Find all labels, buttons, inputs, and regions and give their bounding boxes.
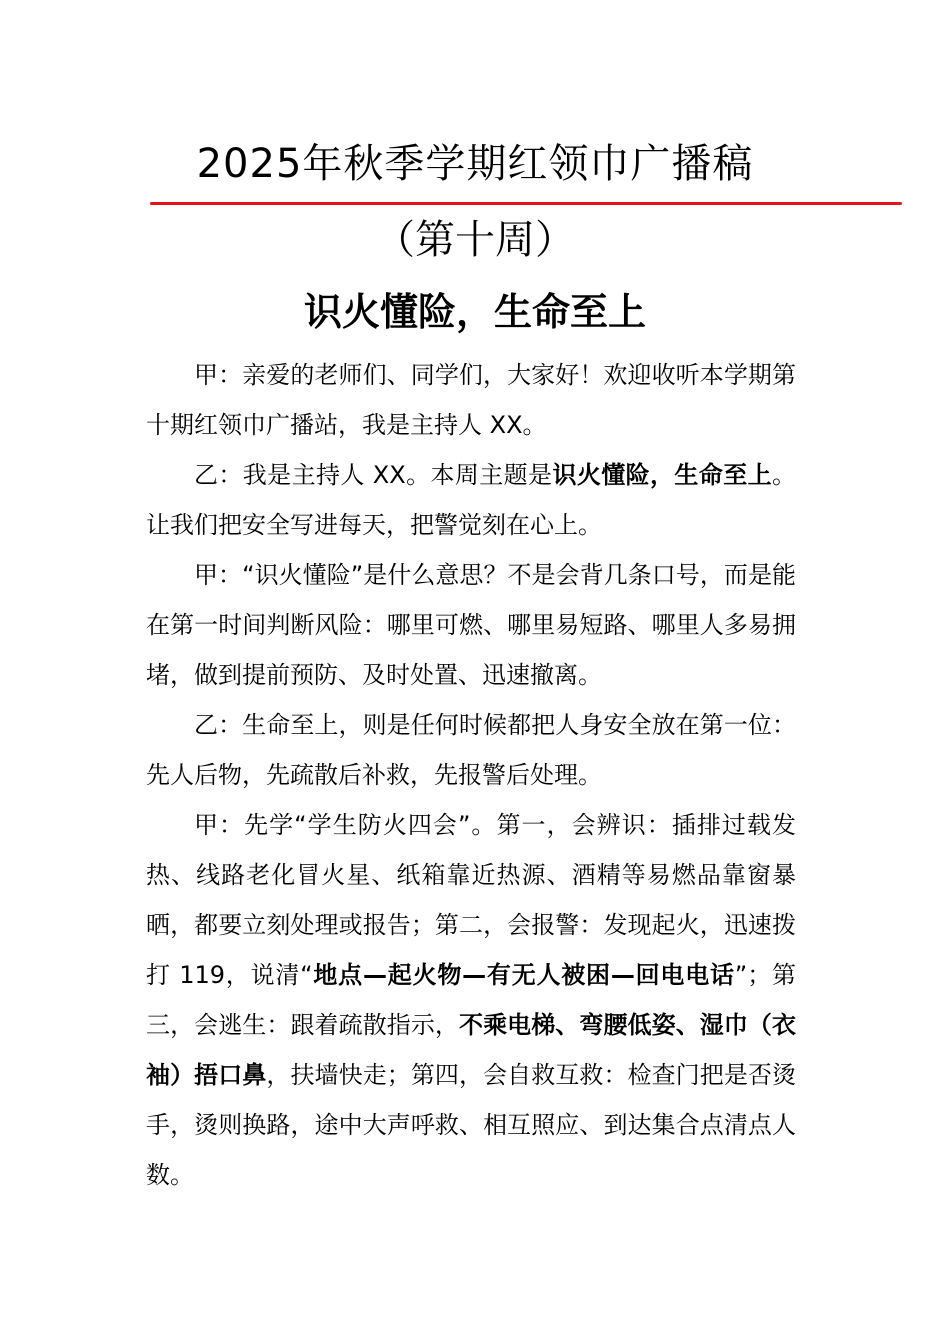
document-body: [146, 350, 796, 1200]
paragraph-5-text-a: 甲：先学“学生防火四会”。第一，会辨识：插排过载发热、线路老化冒火星、纸箱靠近热源、酒精等易燃品靠窗暴晒，都要立刻处理或报告；第二，会报警：发现起火，迅速拨打 119，说清“: [146, 811, 796, 989]
paragraph-3: [146, 550, 796, 700]
paragraph-1: [146, 350, 796, 450]
paragraph-1-text: 甲：亲爱的老师们、同学们，大家好！欢迎收听本学期第十期红领巾广播站，我是主持人 XX。: [146, 361, 796, 439]
paragraph-5-text-c: ”；第三，会逃生：跟着疏散指示，: [146, 961, 797, 1039]
paragraph-5-bold-escape: 不乘电梯、弯腰低姿、湿巾（衣袖）捂口鼻: [146, 1011, 796, 1089]
paragraph-5: [146, 800, 796, 1200]
paragraph-2-text-a: 乙：我是主持人 XX。本周主题是: [194, 461, 553, 489]
paragraph-5-text-e: ，扶墙快走；第四，会自救互救：检查门把是否烫手，烫则换路，途中大声呼救、相互照应、到达集合点清点人数。: [146, 1061, 797, 1189]
paragraph-3-text: 甲：“识火懂险”是什么意思？不是会背几条口号，而是能在第一时间判断风险：哪里可燃、哪里易短路、哪里人多易拥堵，做到提前预防、及时处置、迅速撤离。: [146, 561, 796, 689]
paragraph-5-bold-report: 地点—起火物—有无人被困—回电电话: [312, 961, 735, 989]
paragraph-2-bold-theme: 识火懂险，生命至上: [552, 461, 773, 489]
title-underline: [150, 202, 902, 205]
paragraph-4-text: 乙：生命至上，则是任何时候都把人身安全放在第一位：先人后物，先疏散后补救，先报警后处理。: [146, 711, 796, 789]
document-subtitle: （第十周）: [375, 217, 575, 263]
paragraph-4: [146, 700, 796, 800]
document-title: 2025年秋季学期红领巾广播稿: [196, 141, 754, 187]
paragraph-2: [146, 450, 796, 550]
paragraph-2-text-c: 。让我们把安全写进每天，把警觉刻在心上。: [146, 461, 797, 539]
theme-heading: 识火懂险，生命至上: [303, 290, 646, 334]
